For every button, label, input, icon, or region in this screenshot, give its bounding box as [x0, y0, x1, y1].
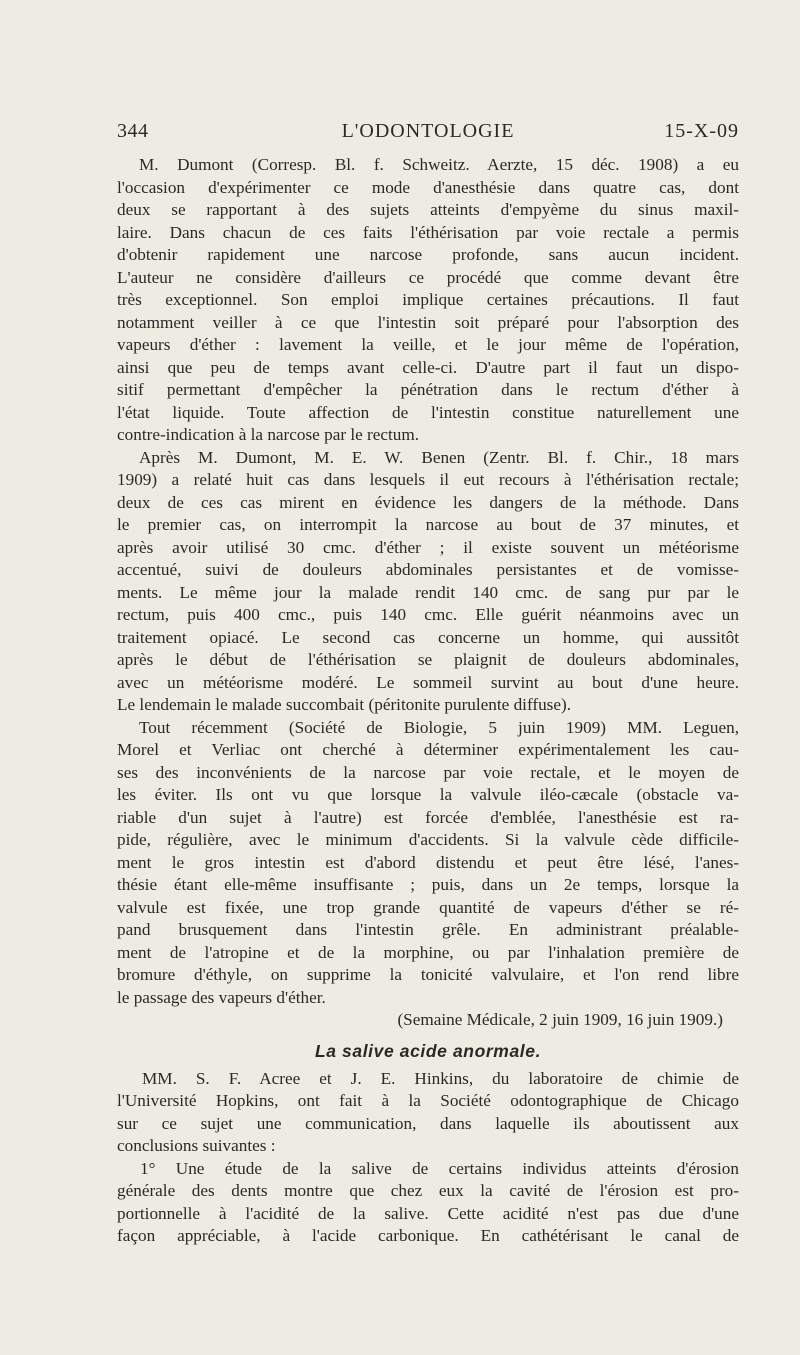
text-line: L'auteur ne considère d'ailleurs ce procédé que comme devant être — [117, 267, 739, 287]
text-line: ment de l'atropine et de la morphine, ou par l'inhalation première de — [117, 942, 739, 962]
page-header — [117, 120, 739, 150]
text-line: ment le gros intestin est d'abord distendu et peut être lésé, l'anes- — [117, 852, 739, 872]
text-line: 1° Une étude de la salive de certains individus atteints d'érosion — [140, 1158, 739, 1178]
text-line: M. Dumont (Corresp. Bl. f. Schweitz. Aerzte, 15 déc. 1908) a eu — [139, 155, 739, 174]
text-line: façon appréciable, à l'acide carbonique. En cathétérisant le canal de — [117, 1226, 739, 1245]
text-line: ments. Le même jour la malade rendit 140 cmc. de sang pur par le — [117, 582, 739, 602]
text-line: accentué, suivi de douleurs abdominales persistantes et de vomisse- — [117, 560, 739, 579]
text-line: bromure d'éthyle, on supprime la tonicité valvulaire, et l'on rend libre — [117, 965, 739, 984]
text-line: le passage des vapeurs d'éther. — [117, 987, 326, 1007]
text-line: pide, régulière, avec le minimum d'accidents. Si la valvule cède difficile- — [117, 830, 739, 849]
text-line: pand brusquement dans l'intestin grêle. En administrant préalable- — [117, 920, 739, 939]
text-line: Morel et Verliac ont cherché à déterminer expérimentalement les cau- — [117, 740, 739, 759]
text-line: ses des inconvénients de la narcose par voie rectale, et le moyen de — [117, 762, 739, 782]
text-line: sur ce sujet une communication, dans laquelle ils aboutissent aux — [117, 1113, 739, 1133]
text-line: riable d'un sujet à l'autre) est forcée d'emblée, l'anesthésie est ra- — [117, 807, 739, 827]
text-line: conclusions suivantes : — [117, 1136, 276, 1155]
body-text — [117, 154, 739, 1248]
text-line: après le début de l'éthérisation se plaignit de douleurs abdominales, — [117, 650, 739, 669]
text-line: après avoir utilisé 30 cmc. d'éther ; il existe souvent un météorisme — [117, 537, 739, 557]
issue-date: 15-X-09 — [664, 120, 739, 142]
text-line: vapeurs d'éther : lavement la veille, et le jour même de l'opération, — [117, 335, 739, 354]
text-line: l'occasion d'expérimenter ce mode d'anesthésie dans quatre cas, dont — [117, 177, 739, 197]
text-line: portionnelle à l'acidité de la salive. Cette acidité n'est pas due d'une — [117, 1203, 739, 1223]
text-line: l'Université Hopkins, ont fait à la Société odontographique de Chicago — [117, 1091, 739, 1110]
text-line: Après M. Dumont, M. E. W. Benen (Zentr. Bl. f. Chir., 18 mars — [139, 447, 739, 467]
text-line: l'état liquide. Toute affection de l'intestin constitue naturellement une — [117, 402, 739, 422]
text-line: notamment veiller à ce que l'intestin soit préparé pour l'absorption des — [117, 312, 739, 332]
page-number: 344 — [117, 120, 149, 142]
text-line: générale des dents montre que chez eux la cavité de l'érosion est pro- — [117, 1181, 739, 1200]
text-line: d'obtenir rapidement une narcose profonde, sans aucun incident. — [117, 245, 739, 264]
text-line: Tout récemment (Société de Biologie, 5 juin 1909) MM. Leguen, — [139, 717, 739, 737]
section-heading: La salive acide anormale. — [314, 1040, 542, 1061]
text-line: ainsi que peu de temps avant celle-ci. D'autre part il faut un dispo- — [117, 357, 739, 377]
text-line: Le lendemain le malade succombait (péritonite purulente diffuse). — [117, 695, 572, 714]
text-line: valvule est fixée, une trop grande quantité de vapeurs d'éther se ré- — [117, 897, 739, 917]
text-line: deux de ces cas mirent en évidence les dangers de la méthode. Dans — [117, 492, 739, 512]
text-line: traitement opiacé. Le second cas concerne un homme, qui aussitôt — [117, 627, 739, 647]
text-line: rectum, puis 400 cmc., puis 140 cmc. Elle guérit néanmoins avec un — [117, 605, 739, 624]
text-line: très exceptionnel. Son emploi implique certaines précautions. Il faut — [117, 290, 739, 309]
text-line: avec un météorisme modéré. Le sommeil survint au bout d'une heure. — [117, 672, 739, 692]
text-line: 1909) a relaté huit cas dans lesquels il eut recours à l'éthérisation rectale; — [117, 470, 739, 489]
text-line: MM. S. F. Acree et J. E. Hinkins, du laboratoire de chimie de — [142, 1068, 739, 1088]
journal-title: L'ODONTOLOGIE — [341, 120, 515, 142]
text-line: le premier cas, on interrompit la narcose au bout de 37 minutes, et — [117, 515, 739, 534]
text-line: sitif permettant d'empêcher la pénétration dans le rectum d'éther à — [117, 380, 739, 399]
source-citation: (Semaine Médicale, 2 juin 1909, 16 juin 1909.) — [397, 1010, 723, 1029]
text-line: thésie étant elle-même insuffisante ; puis, dans un 2e temps, lorsque la — [117, 875, 739, 894]
text-line: les éviter. Ils ont vu que lorsque la valvule iléo-cæcale (obstacle va- — [117, 785, 739, 804]
text-line: deux se rapportant à des sujets atteints d'empyème du sinus maxil- — [117, 200, 739, 219]
text-line: laire. Dans chacun de ces faits l'éthérisation par voie rectale a permis — [117, 222, 739, 242]
text-line: contre-indication à la narcose par le rectum. — [117, 425, 420, 444]
